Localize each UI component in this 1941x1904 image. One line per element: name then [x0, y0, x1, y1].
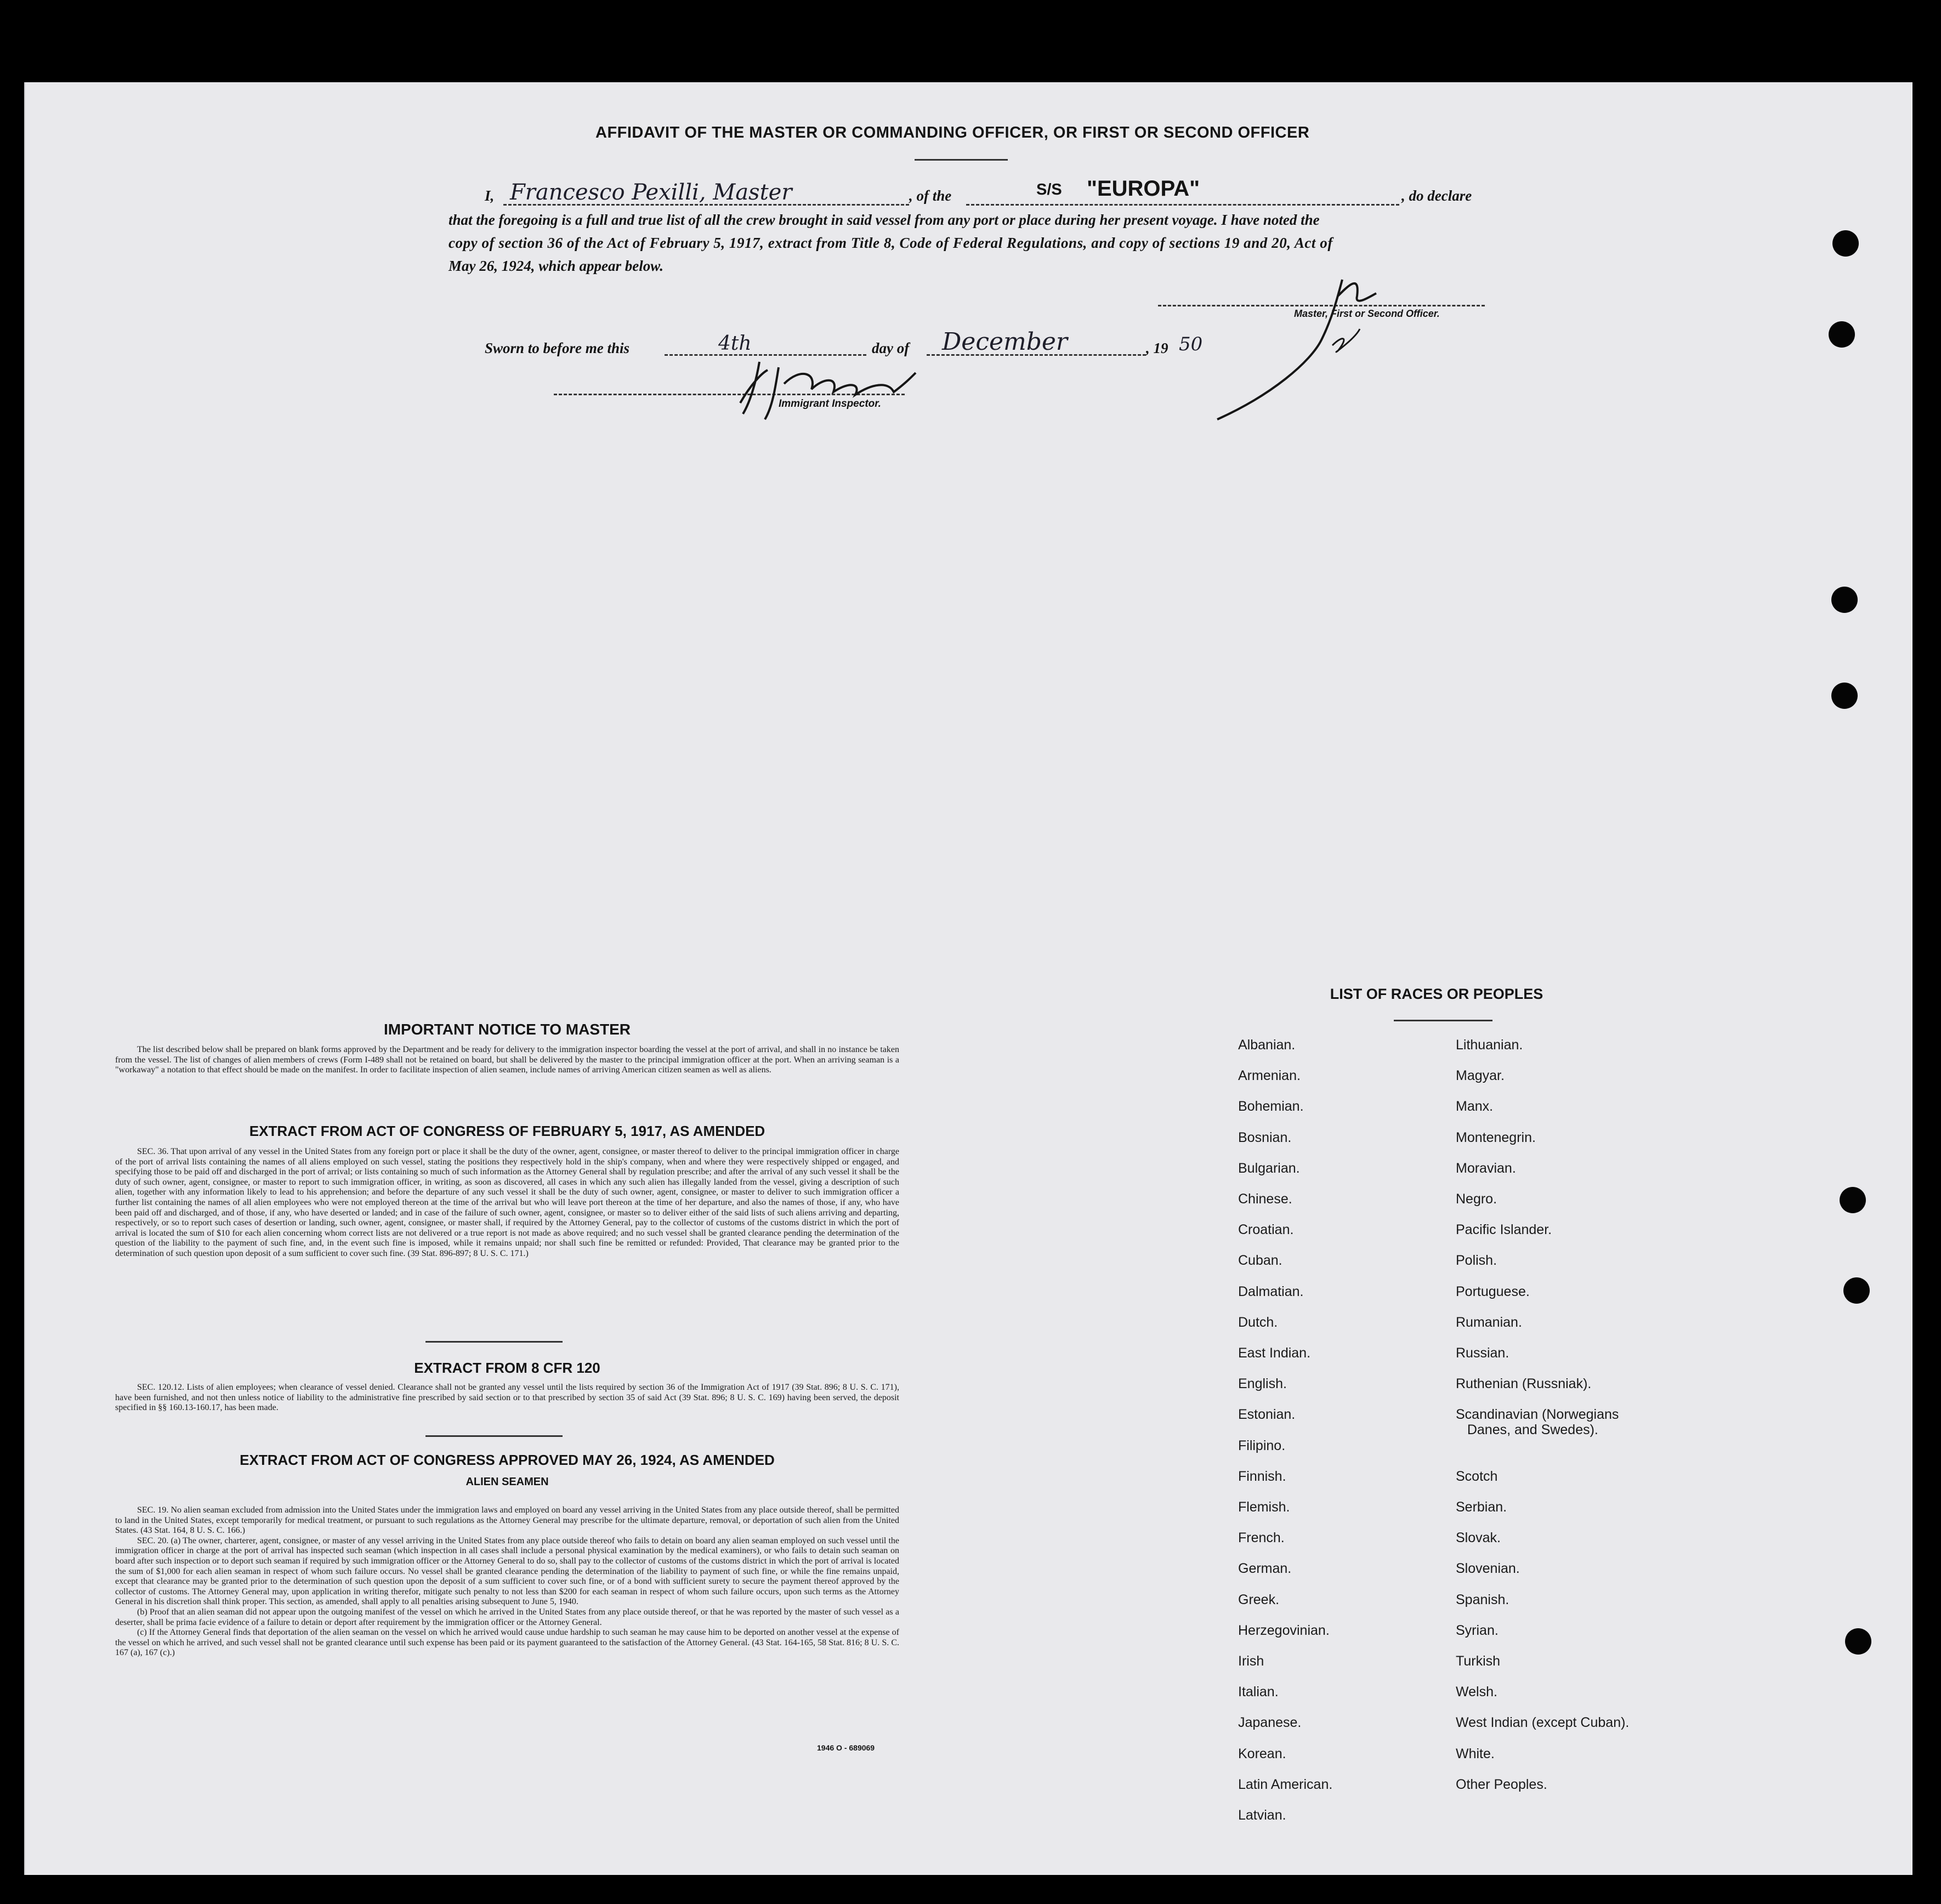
binder-hole [1845, 1628, 1871, 1655]
people-item: Turkish [1456, 1653, 1501, 1669]
people-item: West Indian (except Cuban). [1456, 1715, 1630, 1731]
peoples-rule [1394, 1020, 1492, 1021]
people-item: Serbian. [1456, 1499, 1507, 1515]
sworn-month: December [942, 328, 1068, 356]
year-prefix: , 19 [1146, 340, 1168, 356]
binder-hole [1831, 683, 1858, 709]
master-signature-label: Master, First or Second Officer. [1294, 308, 1440, 319]
extract-1917-body: SEC. 36. That upon arrival of any vessel in the United States from any foreign port or place it shall be the duty of the owner, agent, consignee, or master thereof to deliver to the principal immigration officer in charge of the port of arrival lists containing the names of all aliens employed on such vessel, stating the positions they respectively hold in the ship's company, when and where they were respectively shipped or engaged, and specifying those to be paid off and discharged in the port of arrival; or lists containing so much of such information as the Attorney General shall by regulation prescribe; and after the arrival of any such vessel it shall be the duty of such owner, agent, consignee, or master to report to such immigration officer, in writing, as soon as discovered, all cases in which any such alien has illegally landed from the vessel, giving a description of such alien, together with any information likely to lead to his apprehension; and before the departure of any such vessel it shall be the duty of such owner, agent, consignee, or master to deliver to such immigration officer a further list containing the names of all alien employees who were not employed thereon at the time of the arrival but who will leave port thereon at the time of her departure, and also the names of those, if any, who have been paid off and discharged, and of those, if any, who have deserted or landed; and in case of the failure of such owner, agent, consignee, or master so to deliver either of the said lists of such aliens arriving and departing, respectively, or so to report such cases of desertion or landing, such owner, agent, consignee, or master shall, if required by the Attorney General, pay to the collector of customs of the customs district in which the port of arrival is located the sum of $10 for each alien concerning whom correct lists are not delivered or a true report is not made as above required; and no such vessel shall be granted clearance pending the determination of the question of the liability to the payment of such fine, and, in the event such fine is imposed, while it remains unpaid; nor shall such fine be remitted or refunded: Provided, That clearance may be granted prior to the determination of such question upon deposit of a sum sufficient to cover such fine. (39 Stat. 896-897; 8 U. S. C. 171.) [115, 1147, 899, 1258]
vessel-underline [966, 204, 1399, 206]
people-item: Greek. [1238, 1592, 1280, 1607]
binder-hole [1829, 321, 1855, 348]
binder-hole [1831, 587, 1858, 613]
people-item: Italian. [1238, 1684, 1279, 1700]
extract-1924-body [115, 1505, 899, 1658]
inspector-label: Immigrant Inspector. [779, 398, 881, 410]
extract-cfr-heading: EXTRACT FROM 8 CFR 120 [414, 1360, 600, 1376]
people-item: Welsh. [1456, 1684, 1497, 1700]
day-of-label: day of [872, 340, 910, 356]
people-item: Pacific Islander. [1456, 1222, 1552, 1238]
people-item: Latvian. [1238, 1808, 1286, 1823]
people-item: Ruthenian (Russniak). [1456, 1376, 1592, 1392]
master-signature [1206, 263, 1426, 428]
people-item: German. [1238, 1561, 1292, 1577]
people-item: Polish. [1456, 1253, 1497, 1269]
declaration-line-3: copy of section 36 of the Act of February 5, 1917, extract from Title 8, Code of Federal Regulations, and copy of sections 19 and 20, Act of [449, 235, 1333, 251]
people-item: Rumanian. [1456, 1314, 1522, 1330]
people-item: Bosnian. [1238, 1129, 1292, 1145]
people-item: Chinese. [1238, 1191, 1292, 1207]
sec-20-b: (b) Proof that an alien seaman did not appear upon the outgoing manifest of the vessel on which he arrived in the United States from any place outside thereof, or that he was reported by the master of such vessel as a deserter, shall be prima facie evidence of a failure to detain or deport after requirement by the immigration officer or the Attorney General. [115, 1607, 899, 1627]
people-item: Syrian. [1456, 1622, 1499, 1638]
people-item: Cuban. [1238, 1253, 1282, 1269]
people-item: Herzegovinian. [1238, 1622, 1330, 1638]
extract-1917-heading: EXTRACT FROM ACT OF CONGRESS OF FEBRUARY 5, 1917, AS AMENDED [249, 1123, 765, 1139]
people-item: Albanian. [1238, 1037, 1296, 1053]
declaration-line-4: May 26, 1924, which appear below. [449, 258, 664, 274]
people-item: French. [1238, 1530, 1285, 1546]
section-rule [425, 1341, 563, 1343]
people-item: Magyar. [1456, 1068, 1505, 1084]
people-item: Dalmatian. [1238, 1283, 1304, 1299]
of-the-label: , of the [909, 187, 952, 204]
heading-rule [915, 159, 1008, 161]
sworn-day: 4th [718, 332, 752, 355]
people-item: Other Peoples. [1456, 1776, 1547, 1792]
people-item: East Indian. [1238, 1345, 1311, 1361]
people-item: Manx. [1456, 1099, 1494, 1115]
i-prefix: I, [485, 187, 495, 204]
people-item: Flemish. [1238, 1499, 1290, 1515]
people-item: Spanish. [1456, 1592, 1509, 1607]
section-rule [425, 1435, 563, 1437]
sec-20-c: (c) If the Attorney General finds that deportation of the alien seaman on the vessel on which he arrived would cause undue hardship to such seaman he may cause him to be deported on another vessel at the expense of the vessel on which he arrived, and such vessel shall not be granted clearance until such expense has been paid or its payment guaranteed to the satisfaction of the Attorney General. (43 Stat. 164-165, 58 Stat. 816; 8 U. S. C. 167 (a), 167 (c).) [115, 1628, 899, 1658]
people-item: Bohemian. [1238, 1099, 1304, 1115]
people-item: Slovenian. [1456, 1561, 1520, 1577]
people-item: Slovak. [1456, 1530, 1501, 1546]
people-item: Latin American. [1238, 1776, 1333, 1792]
do-declare-label: , do declare [1401, 187, 1472, 204]
people-item: Montenegrin. [1456, 1129, 1536, 1145]
binder-hole [1843, 1277, 1870, 1304]
print-code: 1946 O - 689069 [817, 1743, 875, 1752]
people-item: Portuguese. [1456, 1283, 1530, 1299]
people-item: Bulgarian. [1238, 1160, 1300, 1176]
sec-20-a: SEC. 20. (a) The owner, charterer, agent, consignee, or master of any vessel arriving in the United States from any place outside thereof who fails to detain on board any alien seaman employed on such vessel until the immigration officer in charge at the port of arrival has inspected such seaman (which inspection in all cases shall include a personal physical examination by the medical examiners), or who fails to detain such seaman on board after such inspection or to deport such seaman if required by such immigration officer or the Attorney General to do so, shall pay to the collector of customs of the customs district in which the port of arrival is located the sum of $1,000 for each alien seaman in respect of whom such failure occurs. No vessel shall be granted clearance pending the determination of the liability to payment of such fine, or while the fine remains unpaid, except that clearance may be granted prior to the determination of such question upon the deposit of a sum sufficient to cover such fine, or of a bond with sufficient surety to secure the payment thereof approved by the collector of customs. The Attorney General may, upon application in writing therefor, mitigate such penalty to not less than $200 for each seaman in respect of whom such failure occurs, upon such terms as the Attorney General in his discretion shall think proper. This section, as amended, shall apply to all penalties arising subsequent to June 5, 1940. [115, 1536, 899, 1607]
people-item: Scotch [1456, 1468, 1498, 1484]
vessel-prefix: S/S [1036, 181, 1062, 198]
inspector-signature [729, 351, 938, 422]
people-item: Moravian. [1456, 1160, 1516, 1176]
people-item: Finnish. [1238, 1468, 1286, 1484]
people-item: Japanese. [1238, 1715, 1302, 1731]
people-item: White. [1456, 1746, 1495, 1761]
people-item: Dutch. [1238, 1314, 1278, 1330]
people-item: Armenian. [1238, 1068, 1301, 1084]
people-item: Negro. [1456, 1191, 1497, 1207]
people-item: Lithuanian. [1456, 1037, 1523, 1053]
notice-body: The list described below shall be prepared on blank forms approved by the Department and be ready for delivery to the immigration inspector boarding the vessel at the port of arrival, and shall in no instance be taken from the vessel. The list of changes of alien members of crews (Form I-489 shall not be retained on board, but shall be delivered by the master to the principal immigration officer at the port. When an arriving seaman is a "workaway" a notation to that effect should be made on the manifest. In order to facilitate inspection of alien seamen, include names of arriving American citizen seamen as well as aliens. [115, 1045, 899, 1075]
people-item: Filipino. [1238, 1437, 1286, 1453]
year-suffix: 50 [1179, 333, 1203, 355]
people-item: Irish [1238, 1653, 1264, 1669]
binder-hole [1840, 1187, 1866, 1213]
sec-19: SEC. 19. No alien seaman excluded from admission into the United States under the immigration laws and employed on board any vessel arriving in the United States from any place outside thereof, shall be permitted to land in the United States, except temporarily for medical treatment, or pursuant to such regulations as the Attorney General may prescribe for the ultimate departure, removal, or deportation of such alien from the United States. (43 Stat. 164, 8 U. S. C. 166.) [115, 1505, 899, 1536]
people-item: Estonian. [1238, 1407, 1296, 1423]
binder-hole [1832, 230, 1859, 257]
people-item: Russian. [1456, 1345, 1509, 1361]
peoples-heading: LIST OF RACES OR PEOPLES [1330, 986, 1543, 1002]
people-item: Korean. [1238, 1746, 1286, 1761]
alien-seamen-subheading: ALIEN SEAMEN [466, 1476, 549, 1488]
people-item: Scandinavian (Norwegians Danes, and Swedes). [1456, 1407, 1619, 1438]
people-item: Croatian. [1238, 1222, 1294, 1238]
extract-cfr-body: SEC. 120.12. Lists of alien employees; when clearance of vessel denied. Clearance shall not be granted any vessel until the lists required by section 36 of the Immigration Act of 1917 (39 Stat. 896; 8 U. S. C. 171), have been furnished, and not then unless notice of liability to the administrative fine prescribed by said section or to that prescribed by section 35 of said Act (39 Stat. 896; 8 U. S. C. 169) having been served, the deposit specified in §§ 160.13-160.17, has been made. [115, 1383, 899, 1413]
sworn-prefix: Sworn to before me this [485, 340, 630, 356]
declaration-line-2: that the foregoing is a full and true list of all the crew brought in said vessel from any port or place during her present voyage. I have noted the [449, 212, 1320, 228]
affidavit-heading: AFFIDAVIT OF THE MASTER OR COMMANDING OFFICER, OR FIRST OR SECOND OFFICER [595, 124, 1310, 141]
vessel-name: "EUROPA" [1087, 177, 1200, 201]
extract-1924-heading: EXTRACT FROM ACT OF CONGRESS APPROVED MAY 26, 1924, AS AMENDED [240, 1452, 775, 1468]
people-item: English. [1238, 1376, 1287, 1392]
notice-heading: IMPORTANT NOTICE TO MASTER [383, 1021, 631, 1038]
declarant-name: Francesco Pexilli, Master [510, 180, 792, 205]
